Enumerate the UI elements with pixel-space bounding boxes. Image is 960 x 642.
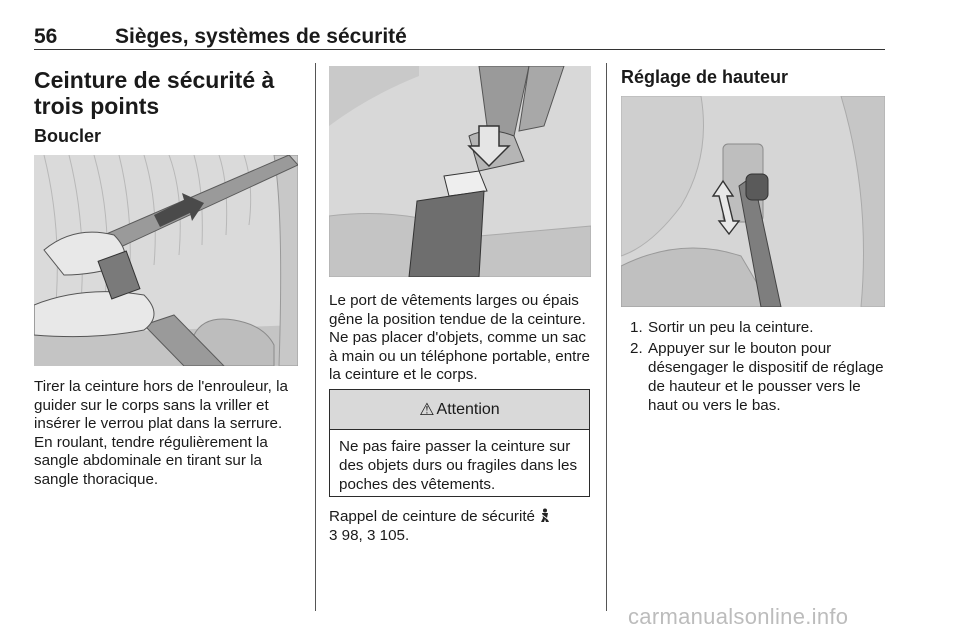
reminder-paragraph [329, 508, 597, 545]
buckle-instructions: Tirer la ceinture hors de l'enrouleur, la guider sur le corps sans la vriller et insérer le verrou plat dans la serrure. En roulant, tendre régulièrement la sangle abdominale en tirant sur la sangle thoracique. [34, 378, 288, 488]
subheading-height-adjust: Réglage de hauteur [621, 67, 789, 87]
step-number: 1. [630, 319, 643, 336]
attention-box [329, 389, 590, 497]
reminder-references[interactable]: 3 98, 3 105. [329, 526, 410, 544]
attention-title: Attention [436, 400, 500, 418]
page-number: 56 [34, 25, 58, 48]
belt-height-adjuster-illustration [621, 96, 885, 307]
list-item [630, 318, 890, 337]
page-header [34, 25, 885, 50]
step-text: Sortir un peu la ceinture. [648, 319, 814, 336]
list-item [630, 339, 890, 415]
section-heading: Ceinture de sécurité à trois points [34, 67, 275, 119]
clothing-note: Le port de vêtements larges ou épais gêne la position tendue de la ceinture. Ne pas placer d'objets, comme un sac à main ou un téléphone portable, entre la ceinture et le corps. [329, 292, 590, 384]
reminder-text: Rappel de ceinture de sécurité [329, 508, 536, 525]
belt-tongue-insert-illustration [329, 66, 591, 277]
column-divider [606, 63, 607, 611]
warning-icon: ⚠ [419, 399, 435, 419]
subheading-boucler: Boucler [34, 126, 102, 146]
attention-header [330, 390, 589, 430]
seatbelt-reminder-icon [539, 508, 551, 525]
running-title: Sièges, systèmes de sécurité [115, 25, 407, 48]
seatbelt-buckle-illustration [34, 155, 298, 366]
step-text: Appuyer sur le bouton pour désengager le dispositif de réglage de hauteur et le pousser vers le haut ou vers le bas. [648, 340, 884, 414]
watermark: carmanualsonline.info [628, 604, 849, 629]
height-adjust-steps [630, 318, 890, 417]
column-divider [315, 63, 316, 611]
attention-text: Ne pas faire passer la ceinture sur des objets durs ou fragiles dans les poches des vêtements. [339, 438, 578, 493]
step-number: 2. [630, 340, 643, 357]
